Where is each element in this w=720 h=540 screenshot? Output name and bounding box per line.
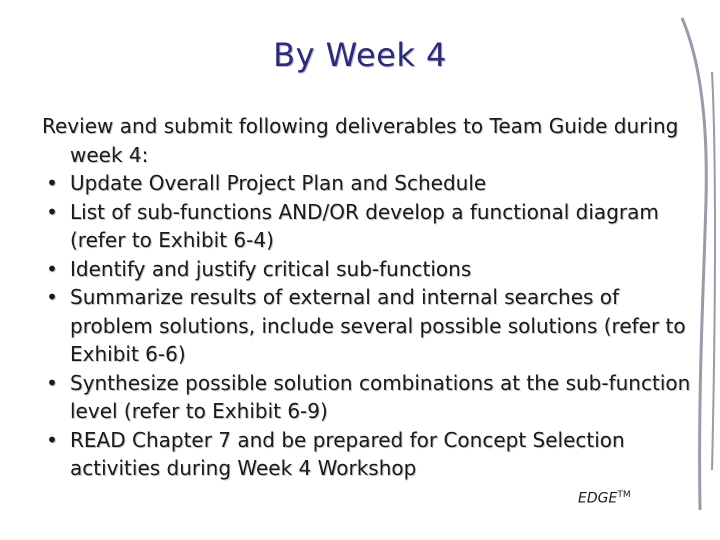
list-item-text: Summarize results of external and internal searches of problem solutions, include several possible solutions (refer to Exhibit 6-6) (70, 285, 686, 366)
bullet-icon: • (46, 256, 58, 281)
list-item-text: List of sub-functions AND/OR develop a functional diagram (refer to Exhibit 6-4) (70, 199, 659, 252)
page-edge-line-inner (712, 72, 715, 470)
list-item (42, 255, 692, 284)
list-item-text: Identify and justify critical sub-functions (70, 256, 472, 281)
slide-title: By Week 4 (273, 36, 447, 74)
list-item (42, 369, 692, 426)
edge-logo-text: EDGE (578, 490, 618, 507)
list-item (42, 198, 692, 255)
bullet-icon: • (46, 171, 58, 195)
list-item-text: Synthesize possible solution combinations at the sub-function level (refer to Exhibit 6-9) (70, 370, 691, 423)
trademark-mark: TM (617, 490, 631, 500)
deliverables-list (42, 169, 692, 483)
bullet-icon: • (46, 199, 58, 224)
intro-paragraph: Review and submit following deliverables to Team Guide during week 4: (42, 114, 679, 167)
bullet-icon: • (46, 370, 58, 395)
list-item (42, 426, 692, 483)
slide-body (42, 112, 692, 483)
list-item (42, 283, 692, 369)
bullet-icon: • (46, 427, 58, 452)
list-item-text: Update Overall Project Plan and Schedule (70, 171, 487, 195)
bullet-icon: • (46, 285, 58, 309)
list-item-text: READ Chapter 7 and be prepared for Concept Selection activities during Week 4 Workshop (70, 427, 625, 480)
edge-logo (578, 490, 631, 507)
list-item (42, 169, 692, 198)
